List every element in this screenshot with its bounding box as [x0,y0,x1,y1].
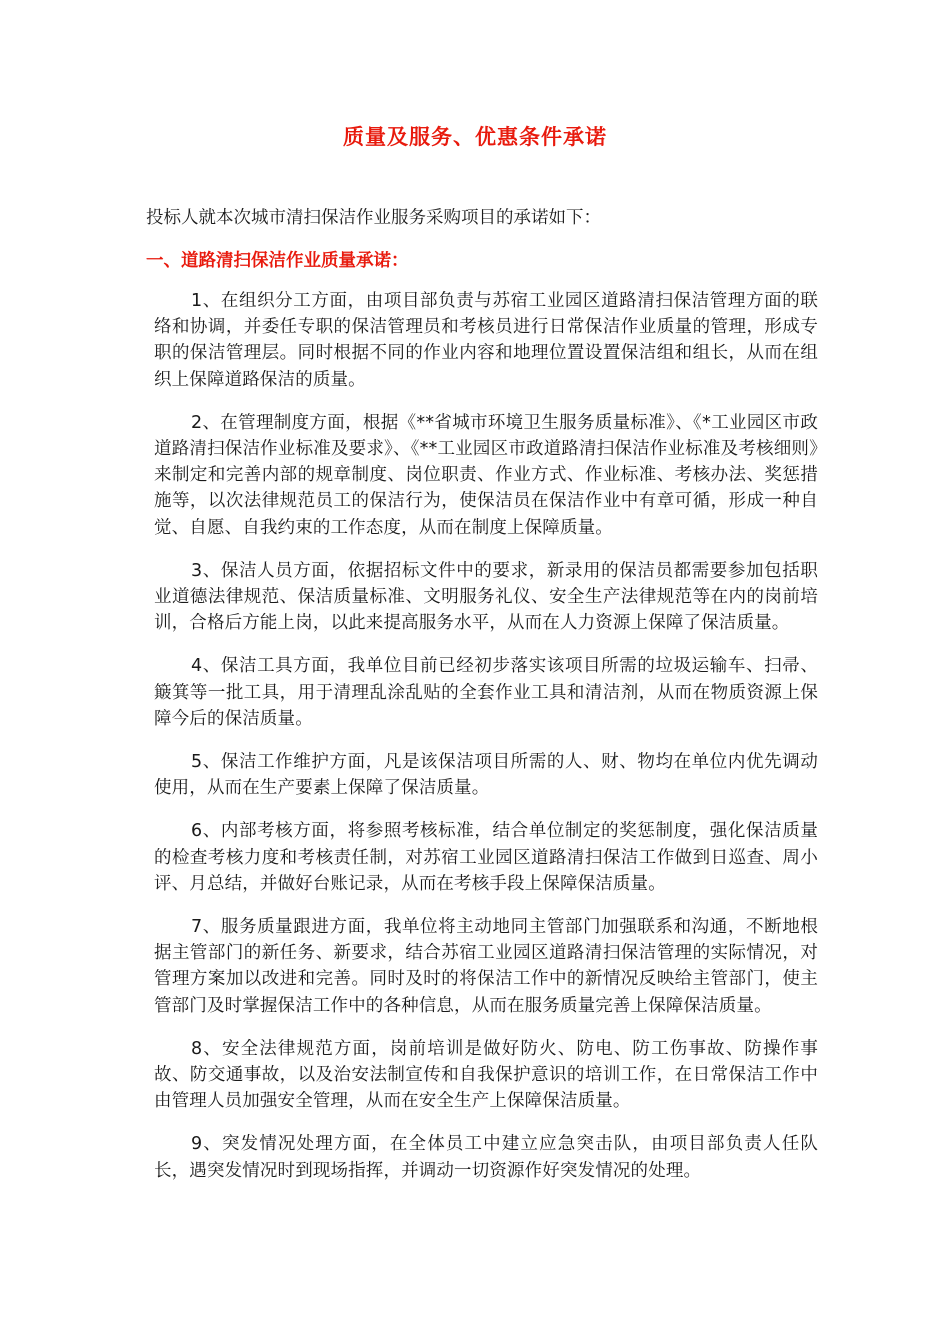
commitment-item-5: 5、保洁工作维护方面，凡是该保洁项目所需的人、财、物均在单位内优先调动使用，从而在生产要素上保障了保洁质量。 [154,752,818,799]
intro-paragraph: 投标人就本次城市清扫保洁作业服务采购项目的承诺如下： [146,208,601,228]
commitment-item-9: 9、突发情况处理方面，在全体员工中建立应急突击队，由项目部负责人任队长，遇突发情况时到现场指挥，并调动一切资源作好突发情况的处理。 [154,1134,818,1181]
commitment-item-1: 1、在组织分工方面，由项目部负责与苏宿工业园区道路清扫保洁管理方面的联络和协调，并委任专职的保洁管理员和考核员进行日常保洁作业质量的管理，形成专职的保洁管理层。同时根据不同的作业内容和地理位置设置保洁组和组长，从而在组织上保障道路保洁的质量。 [154,291,818,390]
commitment-item-4: 4、保洁工具方面，我单位目前已经初步落实该项目所需的垃圾运输车、扫帚、簸箕等一批工具，用于清理乱涂乱贴的全套作业工具和清洁剂，从而在物质资源上保障今后的保洁质量。 [154,656,818,729]
document-title: 质量及服务、优惠条件承诺 [343,125,607,149]
commitment-item-8: 8、安全法律规范方面，岗前培训是做好防火、防电、防工伤事故、防操作事故、防交通事故，以及治安法制宣传和自我保护意识的培训工作，在日常保洁工作中由管理人员加强安全管理，从而在安全生产上保障保洁质量。 [154,1038,818,1112]
section-heading: 一、道路清扫保洁作业质量承诺： [146,251,409,271]
commitment-list [154,288,818,1201]
commitment-item-3: 3、保洁人员方面，依据招标文件中的要求，新录用的保洁员都需要参加包括职业道德法律规范、保洁质量标准、文明服务礼仪、安全生产法律规范等在内的岗前培训，合格后方能上岗，以此来提高服务水平，从而在人力资源上保障了保洁质量。 [154,560,818,634]
commitment-item-7: 7、服务质量跟进方面，我单位将主动地同主管部门加强联系和沟通，不断地根据主管部门的新任务、新要求，结合苏宿工业园区道路清扫保洁管理的实际情况，对管理方案加以改进和完善。同时及时的将保洁工作中的新情况反映给主管部门，使主管部门及时掌握保洁工作中的各种信息，从而在服务质量完善上保障保洁质量。 [154,917,818,1016]
commitment-item-2: 2、在管理制度方面，根据《**省城市环境卫生服务质量标准》、《*工业园区市政道路清扫保洁作业标准及要求》、《**工业园区市政道路清扫保洁作业标准及考核细则》来制定和完善内部的规章制度、岗位职责、作业方式、作业标准、考核办法、奖惩措施等，以次法律规范员工的保洁行为，使保洁员在保洁作业中有章可循，形成一种自觉、自愿、自我约束的工作态度，从而在制度上保障质量。 [154,412,818,538]
commitment-item-6: 6、内部考核方面，将参照考核标准，结合单位制定的奖惩制度，强化保洁质量的检查考核力度和考核责任制，对苏宿工业园区道路清扫保洁工作做到日巡查、周小评、月总结，并做好台账记录，从而在考核手段上保障保洁质量。 [154,821,818,894]
